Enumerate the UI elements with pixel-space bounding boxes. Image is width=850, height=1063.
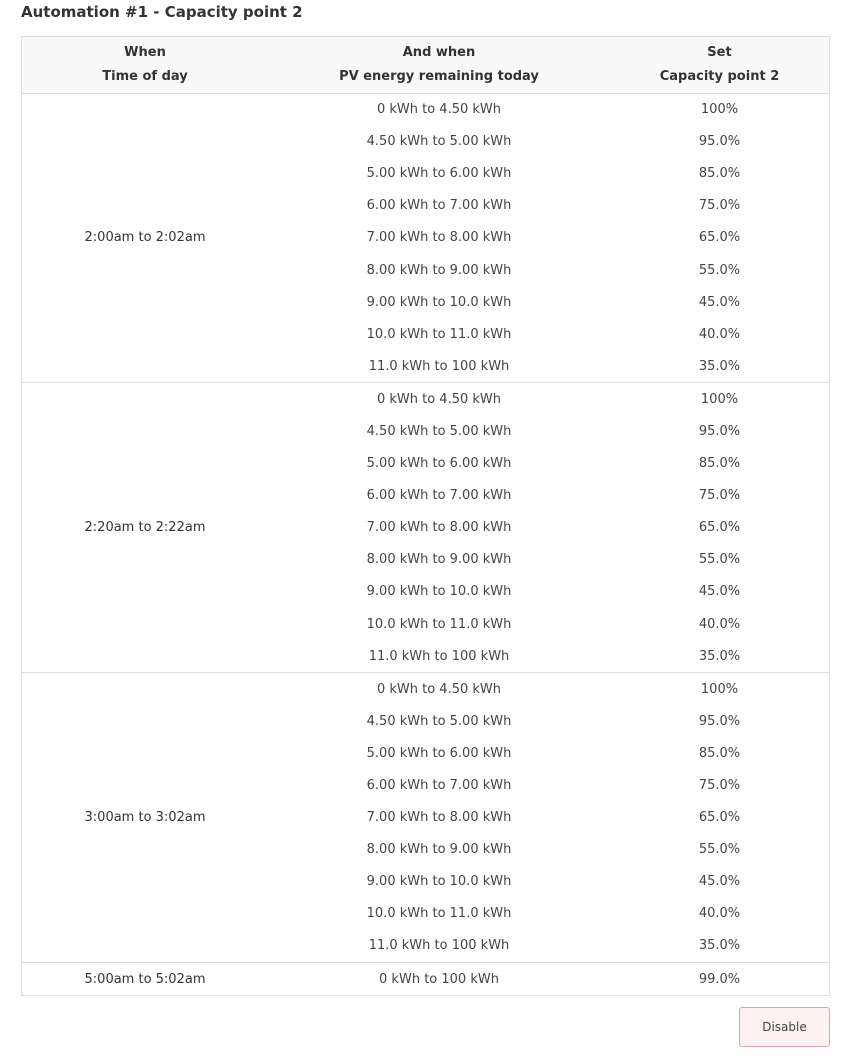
energy-range-cell: 10.0 kWh to 11.0 kWh [366,326,512,342]
energy-range-cell: 11.0 kWh to 100 kWh [368,938,510,954]
column-header-setpoint-line2: Capacity point 2 [659,68,780,84]
energy-range-cell: 0 kWh to 4.50 kWh [376,102,502,118]
capacity-value-cell: 45.0% [698,294,741,310]
table-row [22,383,829,416]
capacity-value-cell: 35.0% [698,938,741,954]
energy-range-cell: 11.0 kWh to 100 kWh [368,358,510,374]
energy-range-cell: 5.00 kWh to 6.00 kWh [366,456,512,472]
energy-range-cell: 0 kWh to 4.50 kWh [268,673,610,706]
capacity-value-cell: 85.0% [698,166,741,182]
energy-range-cell: 0 kWh to 4.50 kWh [268,383,610,416]
capacity-value-cell: 95.0% [698,423,741,439]
time-of-day-cell: 2:20am to 2:22am [22,383,268,673]
energy-range-cell: 11.0 kWh to 100 kWh [368,648,510,664]
capacity-value-cell: 85.0% [698,456,741,472]
header-row [22,37,829,93]
capacity-value-cell: 85.0% [698,745,741,761]
capacity-value-cell: 45.0% [698,874,741,890]
capacity-value-cell: 55.0% [698,842,741,858]
energy-range-cell: 6.00 kWh to 7.00 kWh [366,488,512,504]
energy-range-cell: 10.0 kWh to 11.0 kWh [366,616,512,632]
energy-range-cell: 7.00 kWh to 8.00 kWh [366,230,512,246]
disable-button[interactable]: Disable [739,1007,830,1047]
capacity-value-cell: 40.0% [698,616,741,632]
capacity-value-cell: 40.0% [698,326,741,342]
automation-table [21,36,830,996]
capacity-value-cell: 75.0% [698,778,741,794]
energy-range-cell: 8.00 kWh to 9.00 kWh [366,262,512,278]
column-header-time-line1: When [124,44,166,60]
capacity-value-cell: 35.0% [698,648,741,664]
energy-range-cell: 4.50 kWh to 5.00 kWh [366,134,512,150]
energy-range-cell: 4.50 kWh to 5.00 kWh [366,423,512,439]
table-row [22,93,829,126]
capacity-value-cell: 75.0% [698,198,741,214]
capacity-value-cell: 99.0% [610,963,829,996]
capacity-value-cell: 55.0% [698,552,741,568]
time-of-day-cell: 3:00am to 3:02am [22,673,268,963]
capacity-value-cell: 95.0% [698,713,741,729]
energy-range-cell: 0 kWh to 100 kWh [268,963,610,996]
capacity-value-cell: 100% [610,383,829,416]
capacity-value-cell: 45.0% [698,584,741,600]
table-row [22,963,829,996]
capacity-value-cell: 100% [610,673,829,706]
capacity-value-cell: 65.0% [698,230,741,246]
page-title: Automation #1 - Capacity point 2 [21,3,303,21]
column-header-energy-line2: PV energy remaining today [339,68,539,84]
table-row [22,673,829,706]
energy-range-cell: 8.00 kWh to 9.00 kWh [366,552,512,568]
energy-range-cell: 5.00 kWh to 6.00 kWh [366,166,512,182]
energy-range-cell: 10.0 kWh to 11.0 kWh [366,906,512,922]
energy-range-cell: 5.00 kWh to 6.00 kWh [366,745,512,761]
capacity-value-cell: 65.0% [698,520,741,536]
energy-range-cell: 8.00 kWh to 9.00 kWh [366,842,512,858]
capacity-value-cell: 65.0% [698,810,741,826]
capacity-value-cell: 75.0% [698,488,741,504]
energy-range-cell: 7.00 kWh to 8.00 kWh [366,810,512,826]
capacity-value-cell: 100% [700,102,739,118]
column-header-time [22,37,268,93]
column-header-time-line2: Time of day [102,68,188,84]
capacity-value-cell: 55.0% [698,262,741,278]
energy-range-cell: 6.00 kWh to 7.00 kWh [366,778,512,794]
capacity-value-cell: 40.0% [698,906,741,922]
table-body [22,93,829,995]
capacity-value-cell: 95.0% [698,134,741,150]
time-of-day-cell: 5:00am to 5:02am [22,963,268,996]
table-header [22,37,829,93]
automation-rules-table [22,37,829,995]
energy-range-cell: 6.00 kWh to 7.00 kWh [366,198,512,214]
energy-range-cell: 4.50 kWh to 5.00 kWh [366,713,512,729]
energy-range-cell: 7.00 kWh to 8.00 kWh [366,520,512,536]
time-of-day-cell: 2:00am to 2:02am [84,230,206,246]
capacity-value-cell: 35.0% [698,358,741,374]
energy-range-cell: 9.00 kWh to 10.0 kWh [366,874,512,890]
column-header-energy-line1: And when [402,44,476,60]
energy-range-cell: 9.00 kWh to 10.0 kWh [366,294,512,310]
column-header-energy [268,37,610,93]
column-header-setpoint-line1: Set [707,44,732,60]
energy-range-cell: 9.00 kWh to 10.0 kWh [366,584,512,600]
column-header-setpoint [610,37,829,93]
